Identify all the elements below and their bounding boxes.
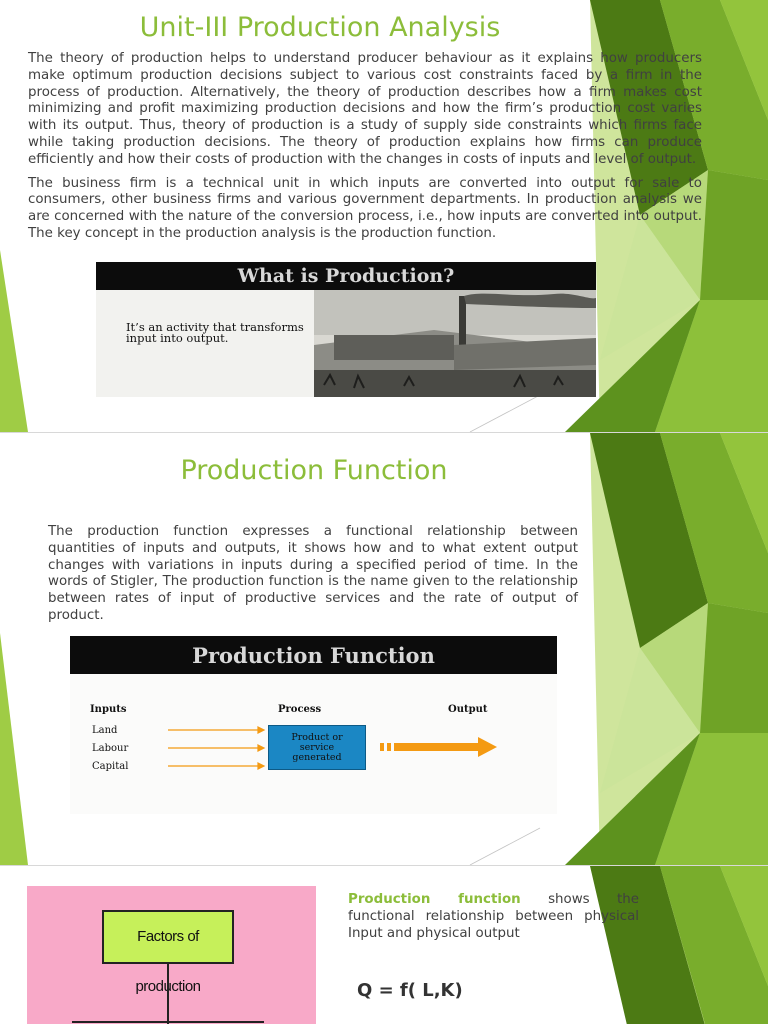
slide-production-analysis — [0, 0, 768, 432]
process-box — [268, 725, 366, 770]
diagram-heading: Production Function — [70, 636, 557, 674]
chart-connector-lines — [27, 886, 316, 1024]
slide-title: Production Function — [180, 455, 448, 486]
inputs-column-label: Inputs — [90, 704, 127, 715]
slide-factors-of-production — [0, 866, 768, 1024]
production-function-diagram — [70, 636, 557, 814]
factory-engraving-illustration — [314, 290, 596, 397]
production-function-highlight: Production function — [348, 892, 521, 907]
process-box-label: Product or service generated — [291, 732, 343, 763]
process-column-label: Process — [278, 704, 322, 715]
image-heading: What is Production? — [96, 262, 596, 290]
factors-box-label: Factors of production — [135, 928, 201, 995]
input-land: Land — [92, 725, 118, 736]
paragraph-production-function: The production function expresses a functional relationship between quantities of inputs and outputs, it shows how and to what extent output changes with variations in inputs during a specified period of time. In the words of Stigler, The production function is the name given to the relationship between rates of input of productive services and the rate of output of product. — [48, 524, 578, 623]
slide-production-function — [0, 433, 768, 865]
definition-text: shows the functional relationship between physical Input and physical output — [348, 892, 639, 941]
production-formula: Q = f( L,K) — [357, 980, 463, 1001]
output-column-label: Output — [448, 704, 488, 715]
input-capital: Capital — [92, 761, 129, 772]
slide-title: Unit-III Production Analysis — [139, 12, 501, 43]
paragraph-business-firm: The business firm is a technical unit in which inputs are converted into output for sale to consumers, other business firms and various government departments. In production analysis we are concerned with the nature of the conversion process, i.e., how inputs are converted into output. The key concept in the production analysis is the production function. — [28, 175, 702, 241]
image-caption: It’s an activity that transforms input into output. — [126, 320, 304, 345]
output-arrow — [380, 736, 500, 760]
production-function-definition — [348, 892, 639, 942]
factors-chart-panel — [27, 886, 316, 1024]
input-labour: Labour — [92, 743, 129, 754]
what-is-production-image — [96, 262, 596, 397]
paragraph-theory-of-production: The theory of production helps to understand producer behaviour as it explains how producers make optimum production decisions subject to various cost constraints faced by a firm in the process of production. Alternatively, the theory of production describes how a firm makes cost minimizing and profit maximizing production decisions and how the firm’s production cost varies with its output. Thus, theory of production is a study of supply side constraints which firms face while taking production decisions. The theory of production explains how firms can produce efficiently and how their costs of production with the changes in costs of inputs and level of output. — [28, 51, 702, 167]
intro-text — [28, 51, 702, 250]
